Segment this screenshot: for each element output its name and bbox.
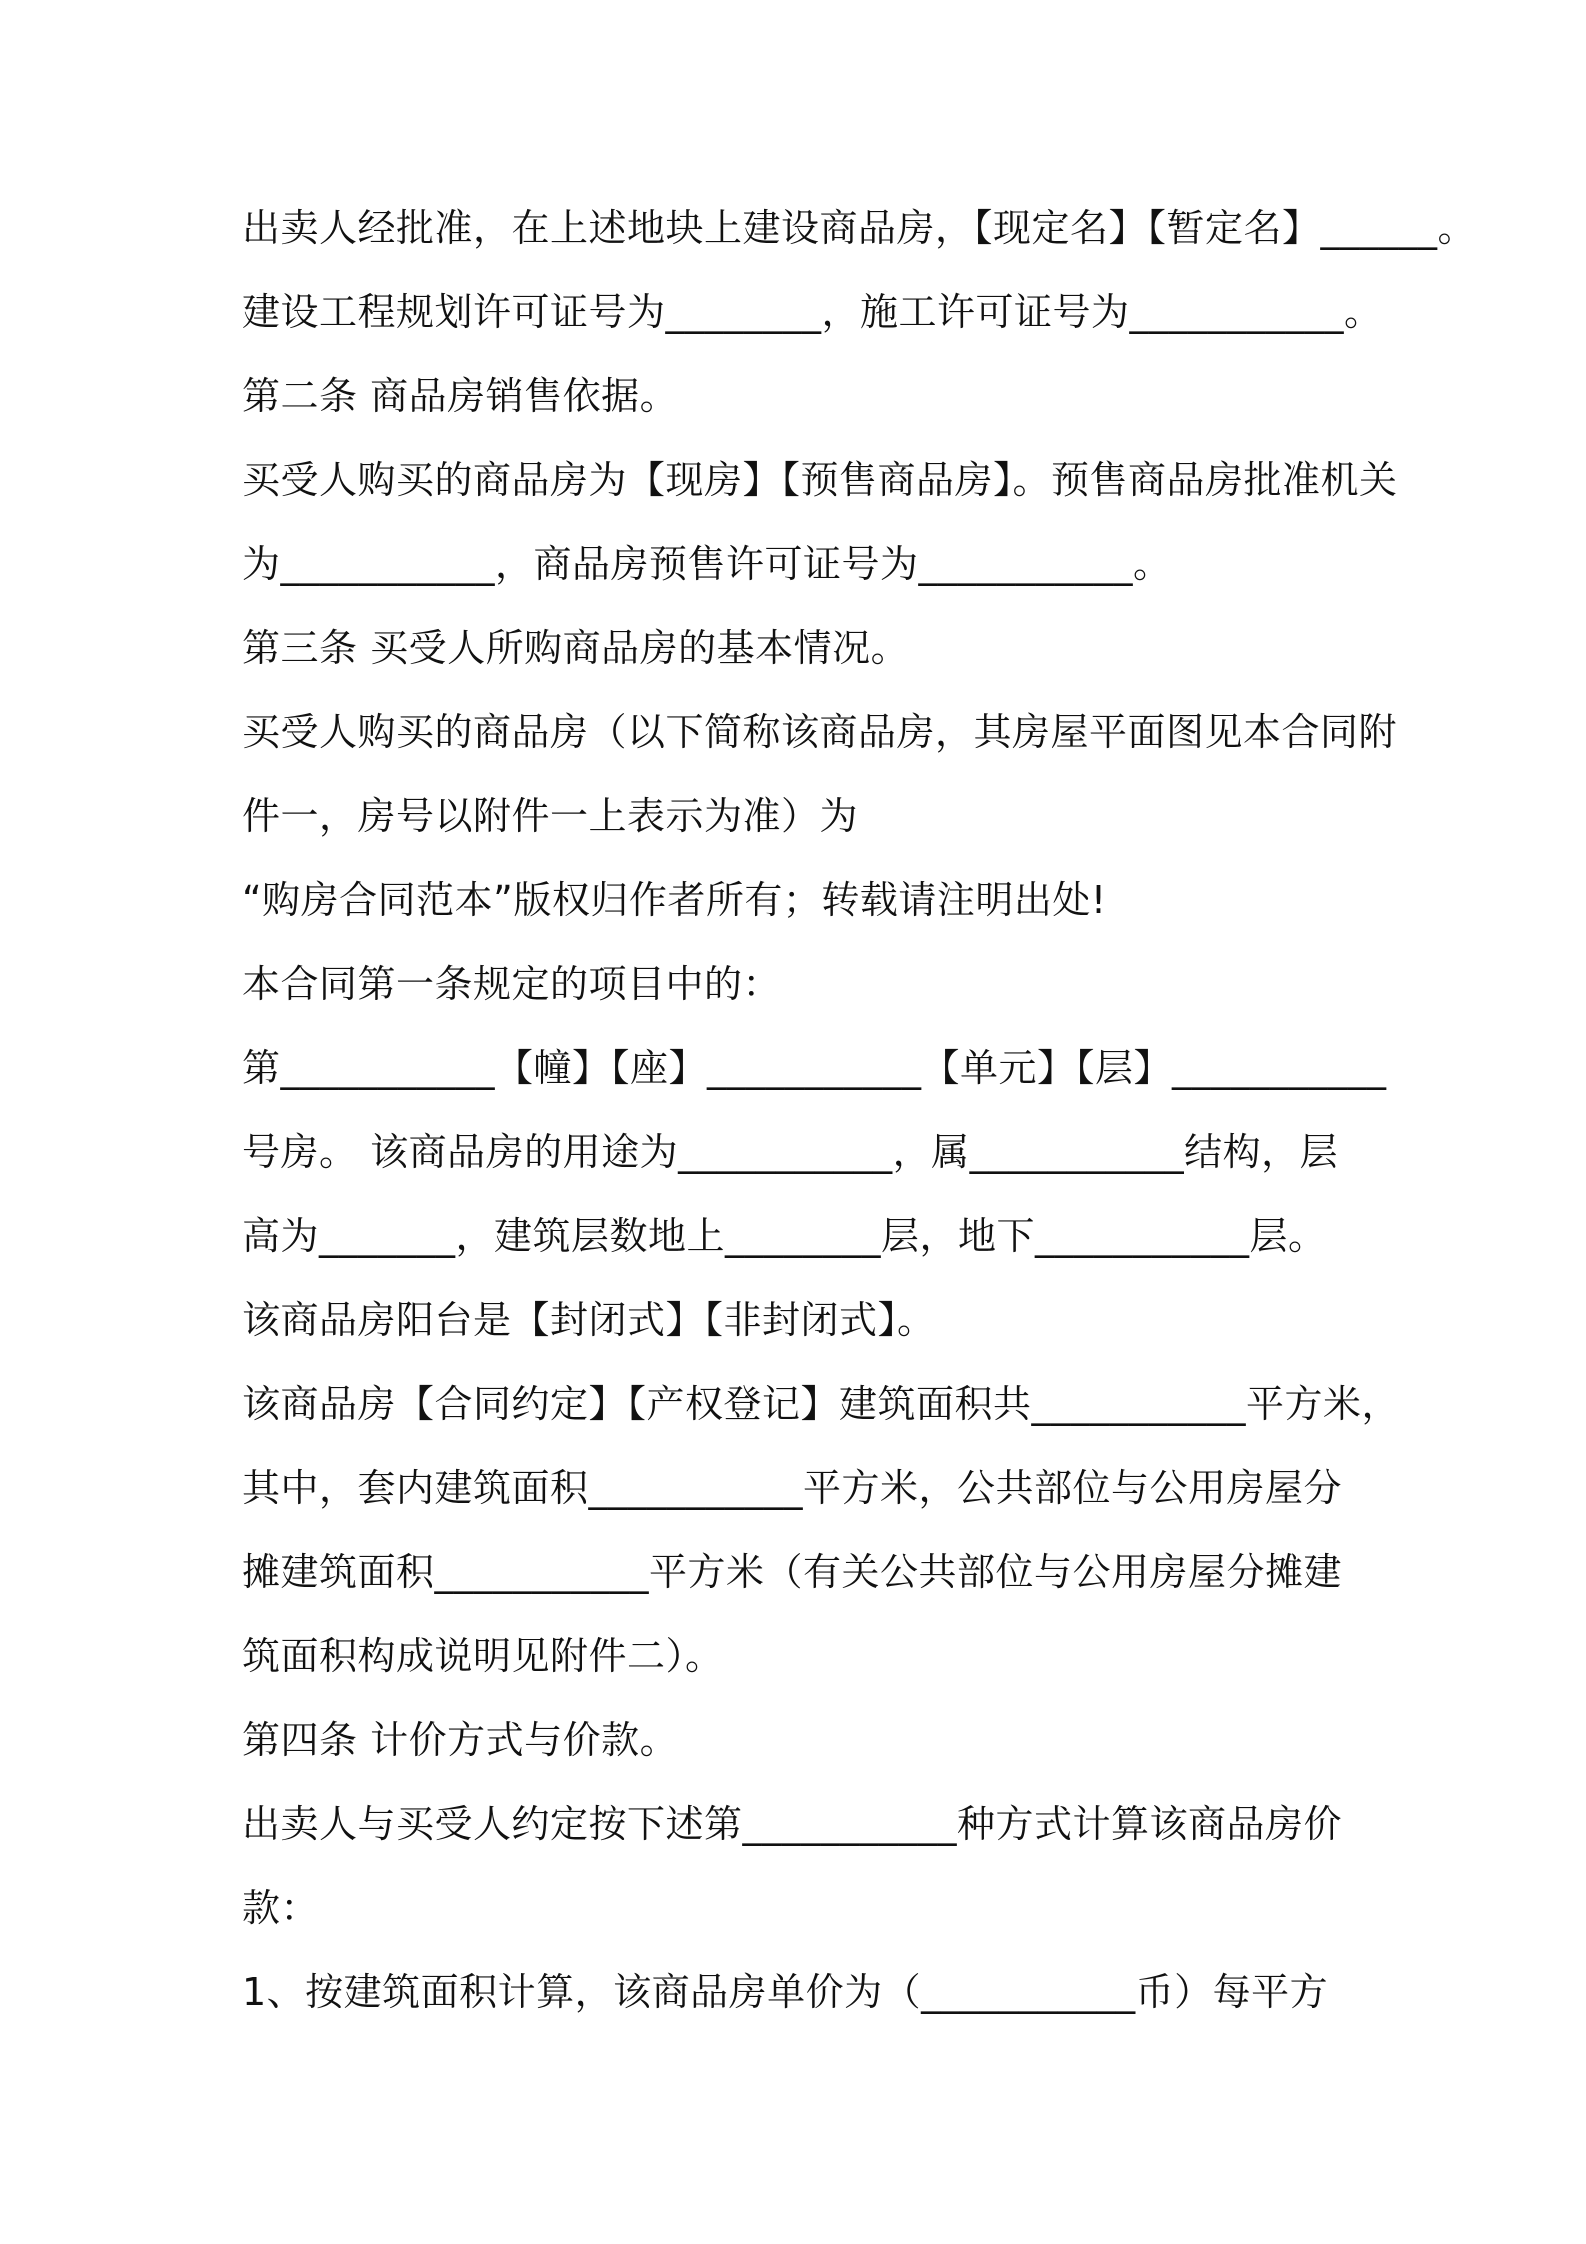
text-line: 第四条 计价方式与价款。 xyxy=(242,1718,679,1762)
text-line: 摊建筑面积___________平方米（有关公共部位与公用房屋分摊建 xyxy=(242,1550,1343,1594)
text-line: 第二条 商品房销售依据。 xyxy=(242,374,679,418)
text-line: 买受人购买的商品房为【现房】【预售商品房】。预售商品房批准机关 xyxy=(242,458,1398,502)
text-line: 买受人购买的商品房（以下简称该商品房，其房屋平面图见本合同附 xyxy=(242,710,1398,754)
text-line: “购房合同范本”版权归作者所有；转载请注明出处! xyxy=(242,878,1107,922)
text-line: 第___________【幢】【座】___________【单元】【层】___________ xyxy=(242,1046,1387,1090)
text-line: 件一，房号以附件一上表示为准）为 xyxy=(242,794,859,838)
text-line: 该商品房阳台是【封闭式】【非封闭式】。 xyxy=(242,1298,936,1342)
text-line: 高为_______，建筑层数地上________层，地下___________层。 xyxy=(242,1214,1327,1258)
text-line: 第三条 买受人所购商品房的基本情况。 xyxy=(242,626,910,670)
text-line: 筑面积构成说明见附件二）。 xyxy=(242,1634,724,1678)
text-line: 出卖人与买受人约定按下述第___________种方式计算该商品房价 xyxy=(242,1802,1343,1846)
text-line: 为___________，商品房预售许可证号为___________。 xyxy=(242,542,1172,586)
text-line: 建设工程规划许可证号为________，施工许可证号为___________。 xyxy=(242,290,1383,334)
text-line: 出卖人经批准，在上述地块上建设商品房，【现定名】【暂定名】______。 xyxy=(242,206,1477,250)
text-line: 号房。 该商品房的用途为___________，属___________结构，层 xyxy=(242,1130,1339,1174)
text-line: 该商品房【合同约定】【产权登记】建筑面积共___________平方米， xyxy=(242,1382,1401,1426)
text-line: 本合同第一条规定的项目中的： xyxy=(242,962,782,1006)
text-line: 款： xyxy=(242,1886,320,1930)
text-line: 1、按建筑面积计算，该商品房单价为（___________币）每平方 xyxy=(242,1970,1329,2014)
text-line: 其中，套内建筑面积___________平方米，公共部位与公用房屋分 xyxy=(242,1466,1343,1510)
